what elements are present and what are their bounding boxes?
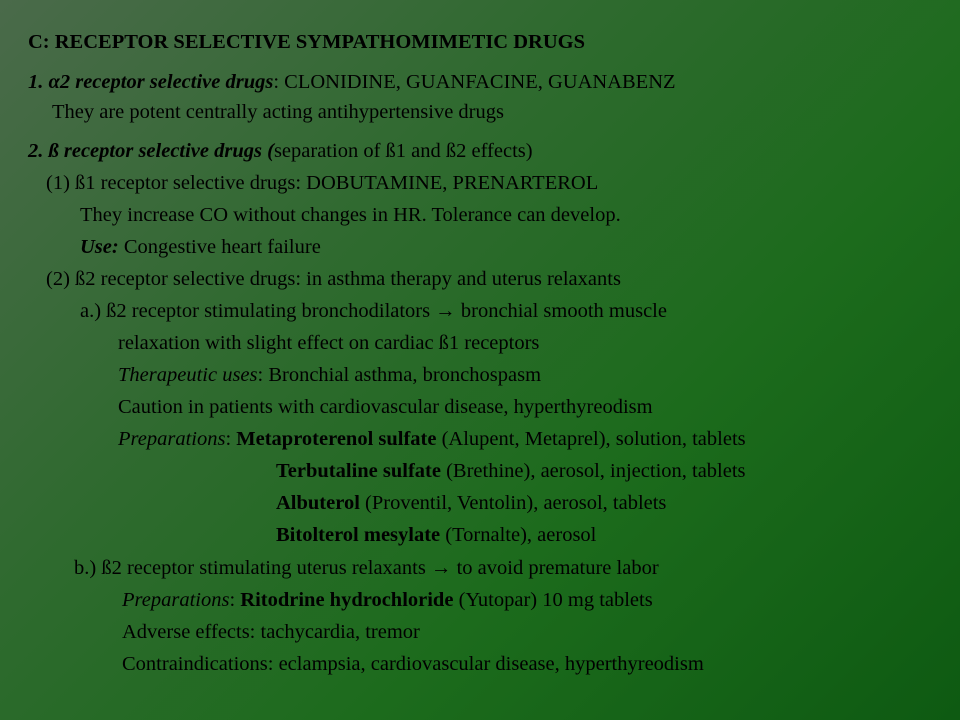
preparation-row <box>276 491 666 515</box>
slide-title: C: RECEPTOR SELECTIVE SYMPATHOMIMETIC DRUGS <box>28 31 585 53</box>
preparations-label: Preparations <box>122 589 230 611</box>
therapeutic-label: Therapeutic uses <box>118 364 258 386</box>
drug-name: Bitolterol mesylate <box>276 524 441 546</box>
drug-name: Albuterol <box>276 492 360 514</box>
drug-name: Metaproterenol sulfate <box>236 428 437 450</box>
use-label: Use: <box>80 236 119 258</box>
drug-details: (Brethine), aerosol, injection, tablets <box>440 460 746 482</box>
section-label: 2 receptor selective drugs <box>59 71 274 93</box>
therapeutic-text: : Bronchial asthma, bronchospasm <box>257 364 542 386</box>
a-line1-text: a.) ß2 receptor stimulating bronchodilators <box>80 300 436 322</box>
beta1-heading: (1) ß1 receptor selective drugs: DOBUTAMINE, PRENARTEROL <box>46 172 599 194</box>
section-note: separation of ß1 and ß2 effects) <box>273 140 533 162</box>
drug-details: (Yutopar) 10 mg tablets <box>453 589 653 611</box>
b-line1-text: b.) ß2 receptor stimulating uterus relaxants <box>74 557 431 579</box>
drug-name: Terbutaline sulfate <box>276 460 441 482</box>
beta2-b-line1 <box>74 556 659 580</box>
drug-name: Ritodrine hydrochloride <box>240 589 454 611</box>
drug-details: (Alupent, Metaprel), solution, tablets <box>436 428 746 450</box>
preparations-colon: : <box>225 428 237 450</box>
preparations-colon: : <box>229 589 241 611</box>
drug-details: (Tornalte), aerosol <box>440 524 597 546</box>
contraindications: Contraindications: eclampsia, cardiovascular disease, hyperthyreodism <box>122 653 704 675</box>
section-alpha2-desc: They are potent centrally acting antihypertensive drugs <box>52 101 504 123</box>
section-number: 1. <box>28 71 49 93</box>
caution-text: Caution in patients with cardiovascular disease, hyperthyreodism <box>118 396 653 418</box>
drug-details: (Proventil, Ventolin), aerosol, tablets <box>359 492 667 514</box>
arrow-right-icon: → <box>430 557 452 579</box>
beta1-desc: They increase CO without changes in HR. Tolerance can develop. <box>80 204 621 226</box>
preparations-label: Preparations <box>118 428 226 450</box>
adverse-effects: Adverse effects: tachycardia, tremor <box>122 621 420 643</box>
b-line1-text-end: to avoid premature labor <box>451 557 659 579</box>
a-line1-text-end: bronchial smooth muscle <box>455 300 667 322</box>
beta1-use <box>80 235 321 259</box>
beta2-a-line2: relaxation with slight effect on cardiac ß1 receptors <box>118 332 540 354</box>
section-alpha2 <box>28 70 676 94</box>
therapeutic-uses <box>118 363 541 387</box>
beta2-heading: (2) ß2 receptor selective drugs: in asthma therapy and uterus relaxants <box>46 268 621 290</box>
preparation-row <box>276 459 746 483</box>
preparation-row <box>118 427 746 451</box>
arrow-right-icon: → <box>435 300 456 322</box>
section-drugs: : CLONIDINE, GUANFACINE, GUANABENZ <box>273 71 676 93</box>
beta2-a-line1 <box>80 299 667 323</box>
uterus-preparation <box>122 588 653 612</box>
section-label: 2. ß receptor selective drugs ( <box>28 140 274 162</box>
alpha-symbol: α <box>48 71 60 93</box>
preparation-row <box>276 523 596 547</box>
section-beta <box>28 139 533 163</box>
use-text: Congestive heart failure <box>118 236 321 258</box>
